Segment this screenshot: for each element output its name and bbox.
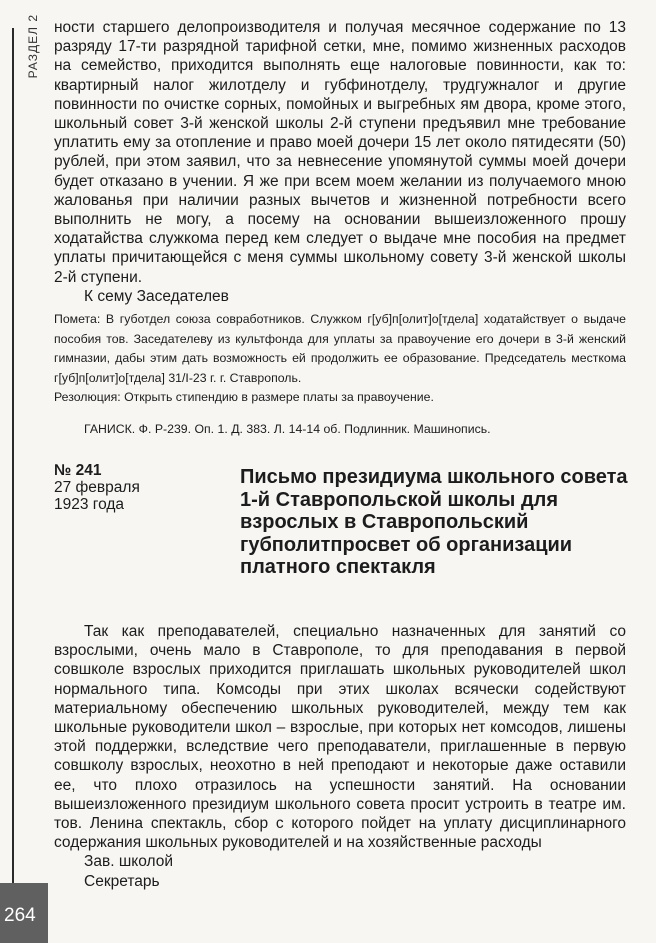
document-date-year: 1923 года	[54, 496, 125, 513]
page-number-box	[0, 883, 48, 943]
continuation-paragraph: ности старшего делопроизводителя и получая месячное содержание по 13 разряду 17-ти разрядной тарифной сетки, мне, помимо жизненных расходов на семейство, приходится выполнять еще налоговые повинности, как то: квартирный налог жилотделу и губфинотделу, трудгужналог и другие повинности по очистке сорных, помойных и выгребных ям двора, кроме этого, школьный совет 3-й женской школы 2-й ступени предъявил мне требование уплатить ему за отопление и право моей дочери 15 лет около пятидесяти (50) рублей, при этом заявил, что за невнесение упомянутой суммы моей дочери будет отказано в учении. Я же при всем моем желании из получаемого мною жалованья при наличии разных вычетов и жизненной потребности всего выполнить не могу, а посему на основании вышеизложенного прошу ходатайства служкома перед кем следует о выдаче мне пособия на предмет уплаты причитающейся с меня суммы школьному совету 3-й женской школы 2-й ступени.	[54, 19, 626, 286]
margin-rule	[0, 28, 14, 883]
document-body	[54, 622, 626, 891]
section-label-text: РАЗДЕЛ 2	[26, 14, 40, 79]
mark-note: Помета: В губотдел союза совработников. Служком г[уб]п[олит]о[тдела] ходатайствует о выдаче пособия тов. Заседателеву из культфонда для уплаты за правоучение его дочери в 3-й женский гимназии, дабы этим дать возможность ей продолжить ее образование. Председатель месткома г[уб]п[олит]о[тдела] 31/I-23 г. г. Ставрополь.	[54, 312, 626, 385]
page-number: 264	[4, 905, 36, 926]
document-title: Письмо президиума школьного совета 1-й Ставропольской школы для взрослых в Ставропольский губполитпросвет об организации платного спектакля	[240, 466, 628, 578]
archive-reference: ГАНИСК. Ф. Р-239. Оп. 1. Д. 383. Л. 14-14 об. Подлинник. Машинопись.	[84, 422, 491, 436]
document-date-day: 27 февраля	[54, 479, 140, 496]
document-number: № 241	[54, 462, 102, 479]
previous-document-continuation	[54, 18, 626, 306]
section-label	[26, 14, 40, 124]
signature-secretary: Секретарь	[84, 872, 160, 890]
signature-head: Зав. школой	[84, 853, 173, 871]
mark-note-block	[54, 310, 626, 388]
document-body-paragraph: Так как преподавателей, специально назначенных для занятий со взрослыми, очень мало в Ставрополе, то для преподавания в первой совшколе взрослых приходится приглашать школьных руководителей школ нормального типа. Комсоды при этих школах всячески содействуют материальному обеспечению школьных руководителей, между тем как школьные руководители школ – взрослые, при которых нет комсодов, лишены этой поддержки, вследствие чего преподаватели, приглашенные в первую совшколу взрослых, неохотно в ней преподают и некоторые даже оставили ее, что плохо отразилось на успешности занятий. На основании вышеизложенного президиум школьного совета просит устроить в театре им. тов. Ленина спектакль, сбор с которого пойдет на уплату дисциплинарного содержания школьных руководителей и на хозяйственные расходы	[54, 623, 626, 852]
continuation-signature: К сему Заседателев	[84, 287, 229, 305]
resolution-note: Резолюция: Открыть стипендию в размере платы за правоучение.	[54, 390, 434, 404]
document-meta	[54, 462, 204, 513]
archive-reference-block	[54, 420, 626, 440]
resolution-block	[54, 388, 626, 408]
